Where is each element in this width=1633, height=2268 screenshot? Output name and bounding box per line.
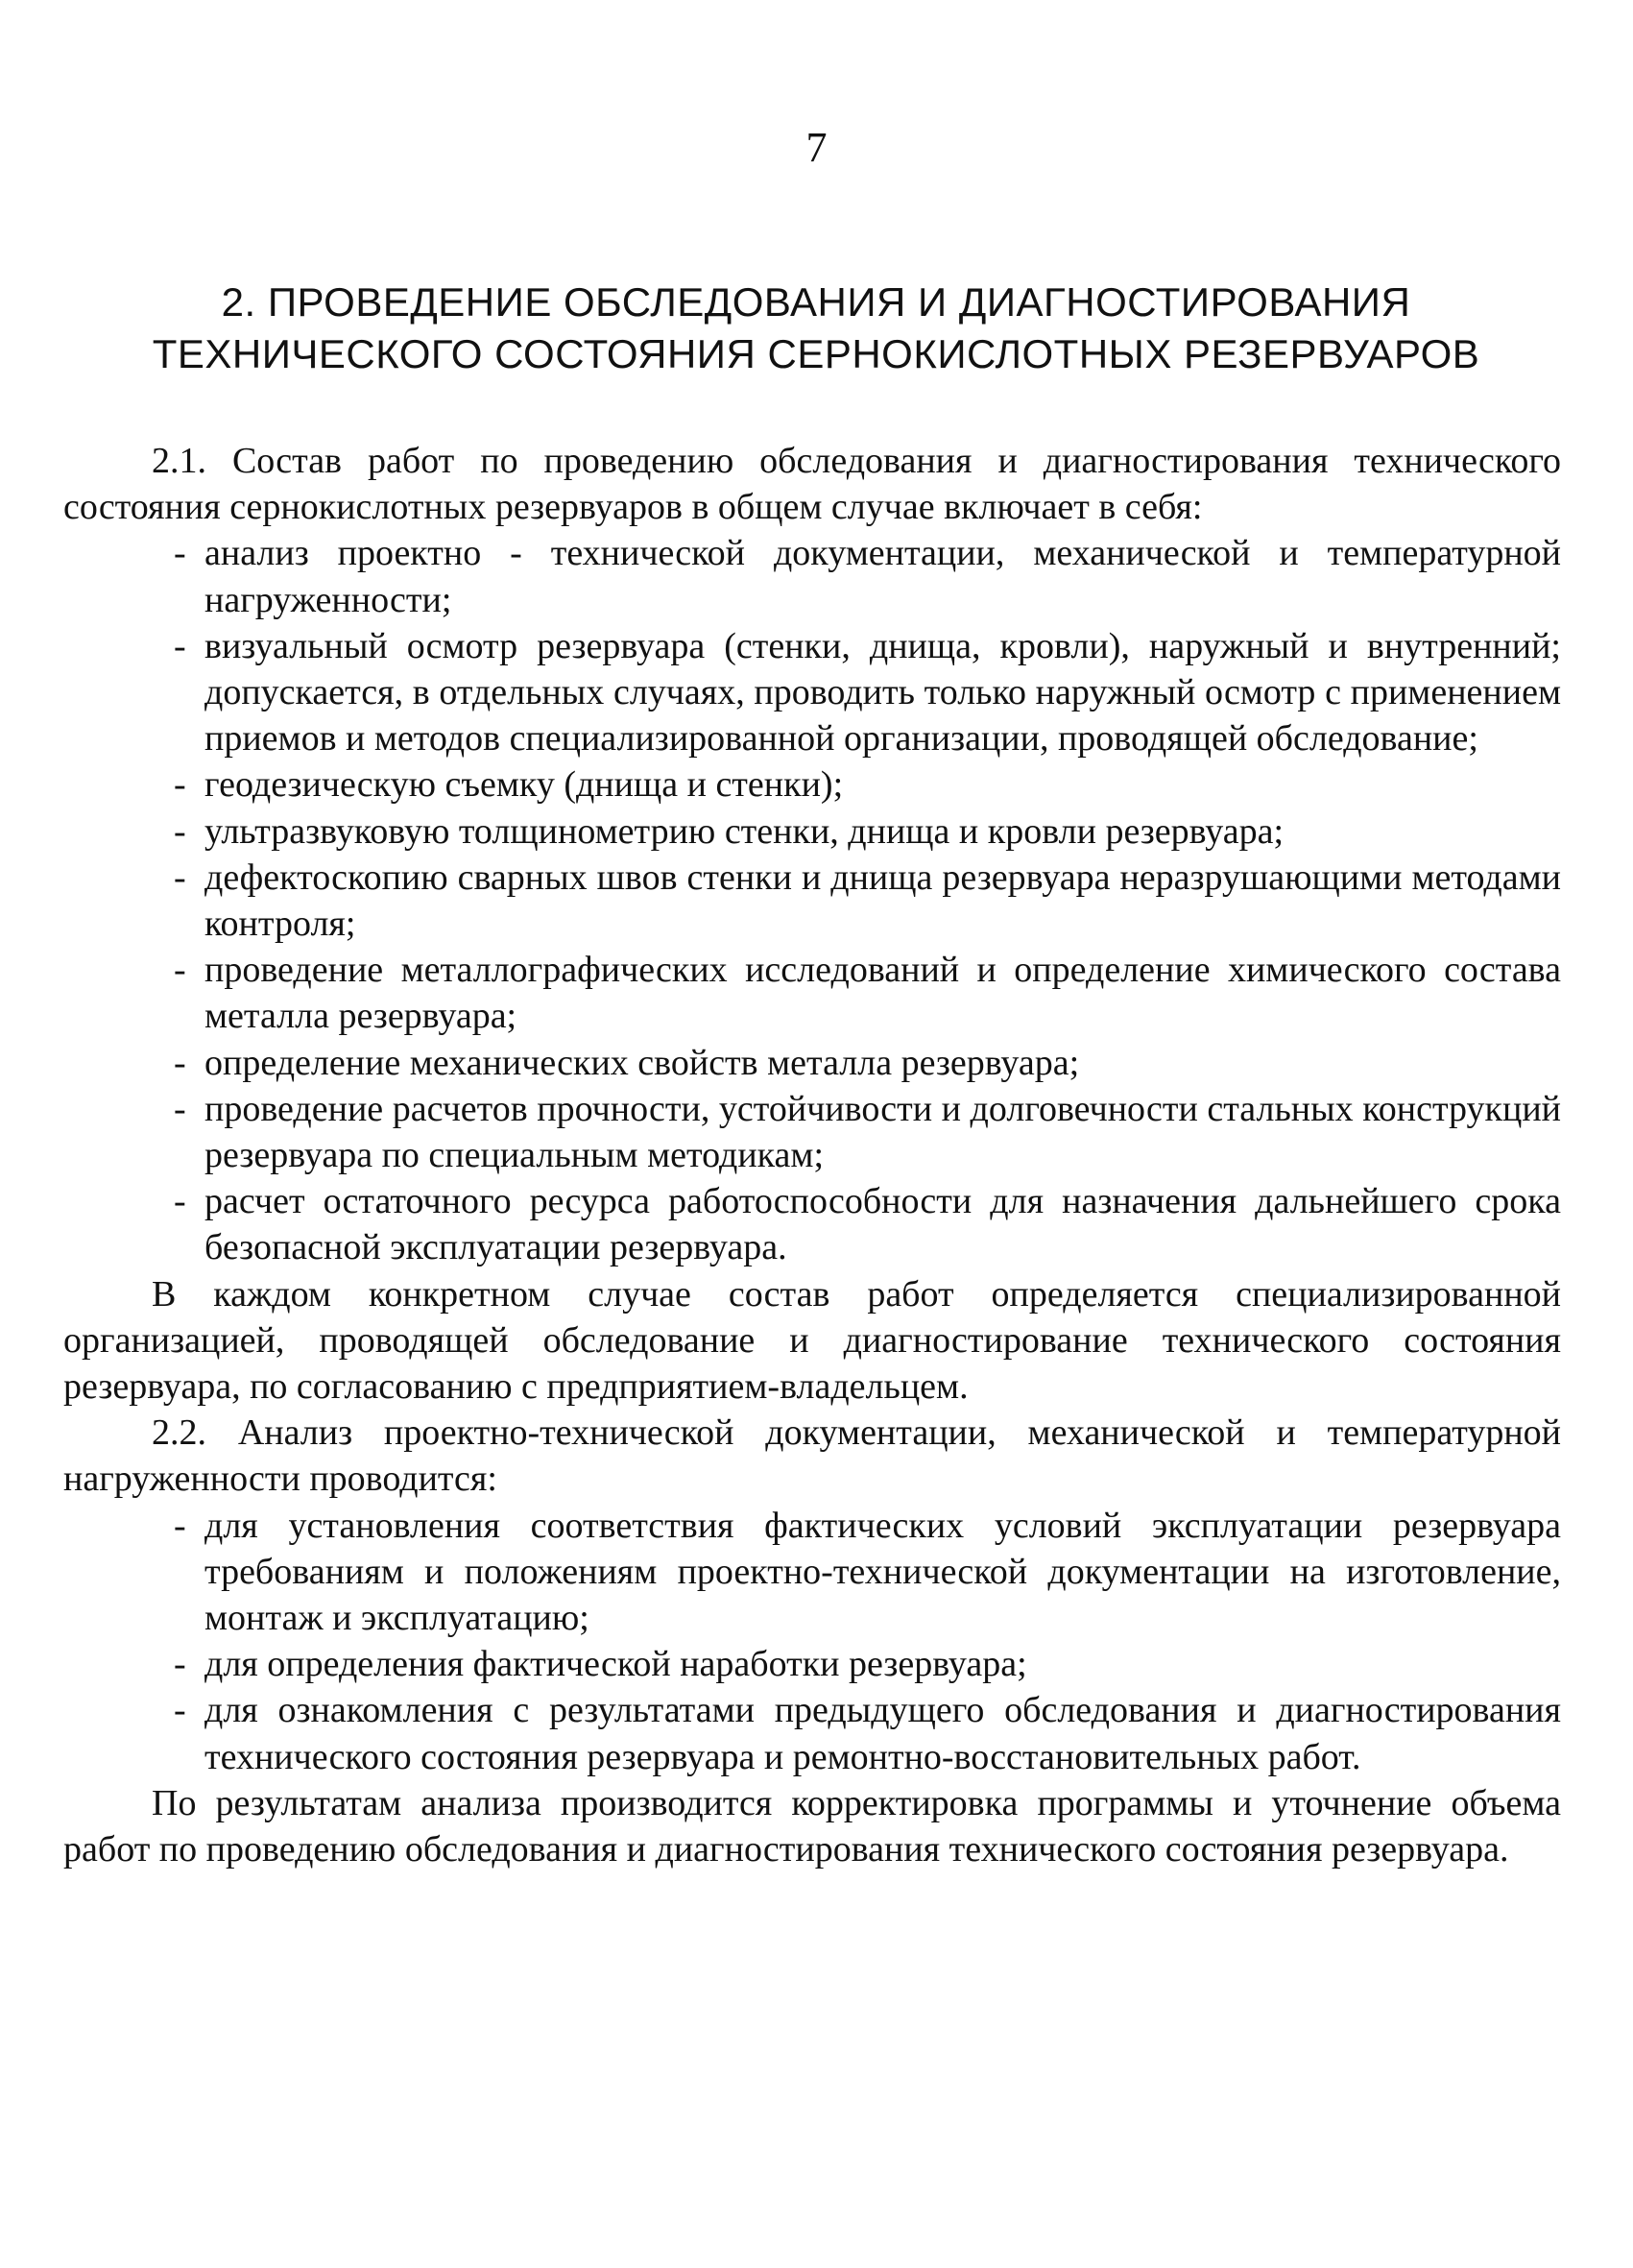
list-item: - для определения фактической наработки резервуара; — [63, 1641, 1561, 1687]
list-item: - проведение расчетов прочности, устойчивости и долговечности стальных конструкций резервуара по специальным методикам; — [63, 1086, 1561, 1178]
paragraph-2-2-intro: 2.2. Анализ проектно-технической документации, механической и температурной нагруженности проводится: — [63, 1412, 1561, 1500]
section-heading-line-1: 2. ПРОВЕДЕНИЕ ОБСЛЕДОВАНИЯ И ДИАГНОСТИРОВАНИЯ — [221, 279, 1411, 325]
list-item: - визуальный осмотр резервуара (стенки, днища, кровли), наружный и внутренний; допускается, в отдельных случаях, проводить только наружный осмотр с применением приемов и методов специализированной организации, проводящей обследование; — [63, 623, 1561, 762]
paragraph-2-1-intro: 2.1. Состав работ по проведению обследования и диагностирования технического состояния сернокислотных резервуаров в общем случае включает в себя: — [63, 441, 1561, 528]
list-2-1 — [63, 530, 1561, 1270]
list-2-2 — [63, 1503, 1561, 1780]
list-dash: - — [174, 625, 186, 666]
list-item: - ультразвуковую толщинометрию стенки, днища и кровли резервуара; — [63, 808, 1561, 855]
list-item: - для ознакомления с результатами предыдущего обследования и диагностирования технического состояния резервуара и ремонтно-восстановительных работ. — [63, 1687, 1561, 1779]
list-item: - геодезическую съемку (днища и стенки); — [63, 761, 1561, 808]
section-heading-line-2: ТЕХНИЧЕСКОГО СОСТОЯНИЯ СЕРНОКИСЛОТНЫХ РЕЗЕРВУАРОВ — [152, 331, 1480, 376]
page-number: 7 — [805, 124, 828, 171]
document-body — [63, 438, 1561, 1872]
list-item: - анализ проектно - технической документации, механической и температурной нагруженности; — [63, 530, 1561, 622]
list-item: - для установления соответствия фактических условий эксплуатации резервуара требованиям и положениям проектно-технической документации на изготовление, монтаж и эксплуатацию; — [63, 1503, 1561, 1642]
list-item: - проведение металлографических исследований и определение химического состава металла резервуара; — [63, 947, 1561, 1039]
list-item: - определение механических свойств металла резервуара; — [63, 1040, 1561, 1086]
list-dash: - — [174, 1505, 186, 1546]
list-item: - дефектоскопию сварных швов стенки и днища резервуара неразрушающими методами контроля; — [63, 855, 1561, 947]
list-item: - расчет остаточного ресурса работоспособности для назначения дальнейшего срока безопасной эксплуатации резервуара. — [63, 1178, 1561, 1270]
list-dash: - — [174, 1042, 186, 1083]
list-dash: - — [174, 1690, 186, 1731]
list-dash: - — [174, 857, 186, 898]
list-dash: - — [174, 950, 186, 991]
list-dash: - — [174, 1181, 186, 1222]
list-dash: - — [174, 1644, 186, 1685]
list-dash: - — [174, 533, 186, 574]
section-heading — [58, 277, 1574, 380]
list-dash: - — [174, 810, 186, 852]
paragraph-2-2-closing: По результатам анализа производится корректировка программы и уточнение объема работ по проведению обследования и диагностирования технического состояния резервуара. — [63, 1782, 1561, 1870]
list-dash: - — [174, 764, 186, 806]
list-dash: - — [174, 1088, 186, 1129]
paragraph-2-1-closing: В каждом конкретном случае состав работ определяется специализированной организацией, проводящей обследование и диагностирование технического состояния резервуара, по согласованию с предприятием-владельцем. — [63, 1273, 1561, 1408]
